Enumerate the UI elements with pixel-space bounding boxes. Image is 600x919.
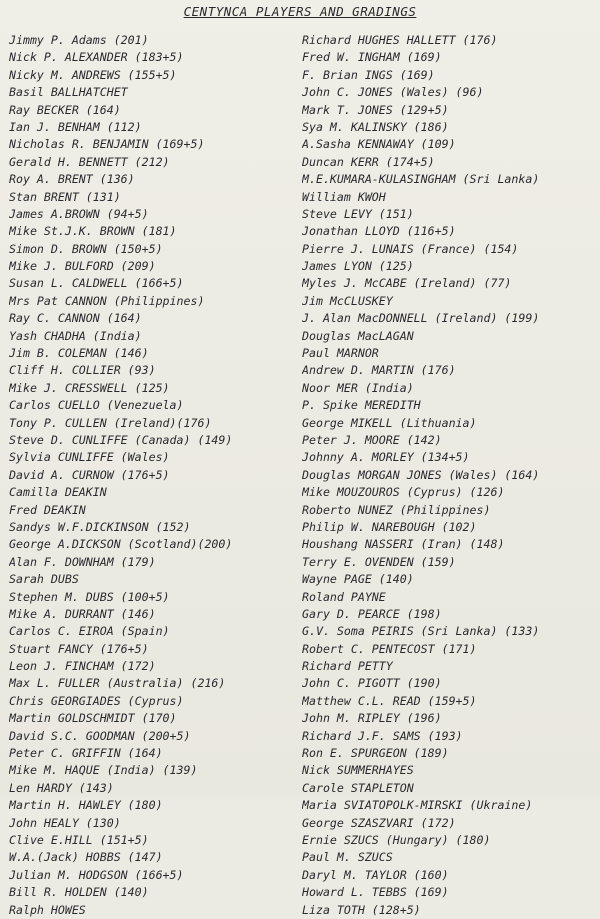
player-entry: Ralph HOWES	[9, 902, 86, 917]
player-entry: Mike A. DURRANT (146)	[9, 606, 156, 621]
player-entry: Mike J. CRESSWELL (125)	[9, 380, 170, 395]
player-entry: Sya M. KALINSKY (186)	[302, 119, 449, 134]
player-entry: Cliff H. COLLIER (93)	[9, 363, 156, 378]
player-entry: Simon D. BROWN (150+5)	[9, 241, 163, 256]
player-entry: Yash CHADHA (India)	[9, 328, 142, 343]
player-entry: Nick SUMMERHAYES	[302, 763, 414, 778]
player-entry: F. Brian INGS (169)	[302, 67, 435, 82]
player-entry: Stan BRENT (131)	[9, 189, 121, 204]
player-entry: Philip W. NAREBOUGH (102)	[302, 519, 477, 534]
page-title: CENTYNCA PLAYERS AND GRADINGS	[183, 4, 417, 19]
player-entry: Terry E. OVENDEN (159)	[302, 554, 456, 569]
player-entry: John C. PIGOTT (190)	[302, 676, 442, 691]
player-entry: Clive E.HILL (151+5)	[9, 832, 149, 847]
player-entry: Maria SVIATOPOLK-MIRSKI (Ukraine)	[302, 798, 533, 813]
player-entry: Houshang NASSERI (Iran) (148)	[302, 537, 505, 552]
player-entry: Bill R. HOLDEN (140)	[9, 885, 149, 900]
player-entry: Pierre J. LUNAIS (France) (154)	[302, 241, 519, 256]
player-entry: Sylvia CUNLIFFE (Wales)	[9, 450, 170, 465]
player-entry: Chris GEORGIADES (Cyprus)	[9, 693, 184, 708]
player-entry: James LYON (125)	[302, 259, 414, 274]
player-entry: Jim McCLUSKEY	[302, 293, 393, 308]
player-entry: George MIKELL (Lithuania)	[302, 415, 477, 430]
player-entry: Steve D. CUNLIFFE (Canada) (149)	[9, 432, 233, 447]
player-entry: Fred DEAKIN	[9, 502, 86, 517]
player-entry: Peter J. MOORE (142)	[302, 432, 442, 447]
player-entry: Carlos C. EIROA (Spain)	[9, 624, 170, 639]
left-player-column	[9, 32, 299, 919]
player-entry: Howard L. TEBBS (169)	[302, 885, 449, 900]
player-entry: Gary D. PEARCE (198)	[302, 606, 442, 621]
player-entry: Martin H. HAWLEY (180)	[9, 798, 163, 813]
player-entry: Basil BALLHATCHET	[9, 85, 128, 100]
player-entry: Camilla DEAKIN	[9, 485, 107, 500]
player-entry: Carole STAPLETON	[302, 780, 414, 795]
player-entry: Paul M. SZUCS	[302, 850, 393, 865]
player-entry: Andrew D. MARTIN (176)	[302, 363, 456, 378]
player-entry: David A. CURNOW (176+5)	[9, 467, 170, 482]
player-entry: Gerald H. BENNETT (212)	[9, 154, 170, 169]
player-entry: John C. JONES (Wales) (96)	[302, 85, 484, 100]
player-entry: M.E.KUMARA-KULASINGHAM (Sri Lanka)	[302, 172, 540, 187]
player-entry: Roland PAYNE	[302, 589, 386, 604]
player-entry: Peter C. GRIFFIN (164)	[9, 746, 163, 761]
player-entry: A.Sasha KENNAWAY (109)	[302, 137, 456, 152]
player-entry: William KWOH	[302, 189, 386, 204]
player-entry: David S.C. GOODMAN (200+5)	[9, 728, 191, 743]
player-entry: G.V. Soma PEIRIS (Sri Lanka) (133)	[302, 624, 540, 639]
player-entry: Douglas MacLAGAN	[302, 328, 414, 343]
player-entry: Max L. FULLER (Australia) (216)	[9, 676, 226, 691]
player-entry: Paul MARNOR	[302, 346, 379, 361]
right-player-column	[302, 32, 598, 919]
player-entry: Carlos CUELLO (Venezuela)	[9, 398, 184, 413]
player-entry: Julian M. HODGSON (166+5)	[9, 867, 184, 882]
player-entry: Fred W. INGHAM (169)	[302, 50, 442, 65]
player-entry: Wayne PAGE (140)	[302, 572, 414, 587]
player-entry: Jim B. COLEMAN (146)	[9, 346, 149, 361]
player-entry: Liza TOTH (128+5)	[302, 902, 421, 917]
player-entry: Richard J.F. SAMS (193)	[302, 728, 463, 743]
player-entry: J. Alan MacDONNELL (Ireland) (199)	[302, 311, 540, 326]
player-entry: Ernie SZUCS (Hungary) (180)	[302, 832, 491, 847]
player-entry: Matthew C.L. READ (159+5)	[302, 693, 477, 708]
player-entry: Jonathan LLOYD (116+5)	[302, 224, 456, 239]
player-entry: George SZASZVARI (172)	[302, 815, 456, 830]
player-entry: Alan F. DOWNHAM (179)	[9, 554, 156, 569]
player-entry: Sandys W.F.DICKINSON (152)	[9, 519, 191, 534]
player-entry: Mike J. BULFORD (209)	[9, 259, 156, 274]
player-entry: Noor MER (India)	[302, 380, 414, 395]
player-entry: Johnny A. MORLEY (134+5)	[302, 450, 470, 465]
player-entry: Richard HUGHES HALLETT (176)	[302, 33, 498, 47]
player-entry: Susan L. CALDWELL (166+5)	[9, 276, 184, 291]
player-entry: Douglas MORGAN JONES (Wales) (164)	[302, 467, 540, 482]
player-entry: Daryl M. TAYLOR (160)	[302, 867, 449, 882]
player-entry: George A.DICKSON (Scotland)(200)	[9, 537, 233, 552]
player-entry: Mike M. HAQUE (India) (139)	[9, 763, 198, 778]
player-entry: Steve LEVY (151)	[302, 206, 414, 221]
player-entry: Stuart FANCY (176+5)	[9, 641, 149, 656]
player-entry: Len HARDY (143)	[9, 780, 114, 795]
player-entry: Richard PETTY	[302, 659, 393, 674]
player-entry: Ray BECKER (164)	[9, 102, 121, 117]
player-entry: P. Spike MEREDITH	[302, 398, 421, 413]
player-entry: Roy A. BRENT (136)	[9, 172, 135, 187]
player-entry: Sarah DUBS	[9, 572, 79, 587]
player-entry: Nicky M. ANDREWS (155+5)	[9, 67, 177, 82]
player-entry: Leon J. FINCHAM (172)	[9, 659, 156, 674]
player-entry: Stephen M. DUBS (100+5)	[9, 589, 170, 604]
player-entry: W.A.(Jack) HOBBS (147)	[9, 850, 163, 865]
player-entry: Ron E. SPURGEON (189)	[302, 746, 449, 761]
player-entry: John HEALY (130)	[9, 815, 121, 830]
player-entry: Ian J. BENHAM (112)	[9, 119, 142, 134]
player-entry: James A.BROWN (94+5)	[9, 206, 149, 221]
player-entry: Mrs Pat CANNON (Philippines)	[9, 293, 205, 308]
player-entry: Nicholas R. BENJAMIN (169+5)	[9, 137, 205, 152]
player-entry: John M. RIPLEY (196)	[302, 711, 442, 726]
player-entry: Robert C. PENTECOST (171)	[302, 641, 477, 656]
player-entry: Roberto NUNEZ (Philippines)	[302, 502, 491, 517]
player-entry: Duncan KERR (174+5)	[302, 154, 435, 169]
player-entry: Nick P. ALEXANDER (183+5)	[9, 50, 184, 65]
player-entry: Jimmy P. Adams (201)	[9, 33, 149, 47]
player-entry: Ray C. CANNON (164)	[9, 311, 142, 326]
player-entry: Mark T. JONES (129+5)	[302, 102, 449, 117]
player-entry: Mike MOUZOUROS (Cyprus) (126)	[302, 485, 505, 500]
player-entry: Mike St.J.K. BROWN (181)	[9, 224, 177, 239]
player-entry: Myles J. McCABE (Ireland) (77)	[302, 276, 512, 291]
player-entry: Martin GOLDSCHMIDT (170)	[9, 711, 177, 726]
player-entry: Tony P. CULLEN (Ireland)(176)	[9, 415, 212, 430]
